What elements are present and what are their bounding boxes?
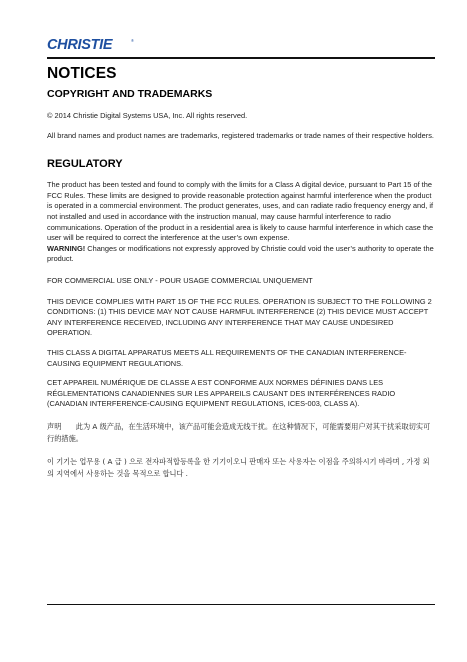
christie-logo-mark — [47, 36, 137, 52]
canadian-class-a-statement: THIS CLASS A DIGITAL APPARATUS MEETS ALL REQUIREMENTS OF THE CANADIAN INTERFERENCE-CAUSING EQUIPMENT REGULATIONS. — [47, 347, 407, 368]
trademark-statement: All brand names and product names are trademarks, registered trademarks or trade names of their respective holders. — [47, 130, 434, 140]
french-ices-statement: CET APPAREIL NUMÉRIQUE DE CLASSE A EST CONFORME AUX NORMES DÉFINIES DANS LES RÉGLEMENTATIONS CANADIENNES SUR LES APPAREILS CAUSANT DES INTERFÉRENCES RADIO (CANADIAN INTERFERENCE-CAUSING EQUIPMENT REGULATIONS, ICES-003, CLASS A). — [47, 378, 396, 409]
regulatory-heading: REGULATORY — [47, 158, 123, 171]
copyright-heading: COPYRIGHT AND TRADEMARKS — [47, 88, 213, 100]
logo-registered-mark: ® — [131, 38, 134, 43]
christie-logo — [47, 36, 137, 52]
warning-label: WARNING! — [47, 243, 86, 253]
chinese-class-a-statement: 声明 此为 A 级产品，在生活环境中，该产品可能会造成无线干扰。在这种情况下，可能需要用户对其干扰采取切实可行的措施。 — [47, 421, 431, 443]
header-rule — [47, 57, 435, 59]
logo-wordmark: CHRISTIE — [47, 37, 113, 52]
commercial-use-notice: FOR COMMERCIAL USE ONLY - POUR USAGE COMMERCIAL UNIQUEMENT — [47, 275, 313, 285]
copyright-notice: © 2014 Christie Digital Systems USA, Inc. All rights reserved. — [47, 111, 248, 120]
fcc-part15-conditions: THIS DEVICE COMPLIES WITH PART 15 OF THE FCC RULES. OPERATION IS SUBJECT TO THE FOLLOWING 2 CONDITIONS: (1) THIS DEVICE MAY NOT CAUSE HARMFUL INTERFERENCE (2) THIS DEVICE MUST ACCEPT ANY INTERFERENCE RECEIVED, INCLUDING ANY INTERFERENCE THAT MAY CAUSE UNDESIRED OPERATION. — [47, 296, 432, 338]
footer-rule — [47, 604, 435, 605]
fcc-statement — [47, 180, 435, 265]
notices-content — [47, 64, 435, 481]
fcc-text: The product has been tested and found to comply with the limits for a Class A digital device, pursuant to Part 15 of the FCC Rules. These limits are designed to provide reasonable protection against harmful interference when the product is operated in a commercial environment. The product generates, uses, and can radiate radio frequency energy and, if not installed and used in accordance with the instruction manual, may cause harmful interference to radio communications. Operation of the product in a residential area is likely to cause harmful interference in which case the user will be required to correct the interference at the user’s own expense. — [47, 180, 434, 243]
korean-class-a-statement: 이 기기는 업무용 ( A 급 ) 으로 전자파적합등록을 한 기기이오니 판매자 또는 사용자는 이점을 주의하시기 바라며 , 가정 외의 지역에서 사용하는 것을 목적으로 합니다 . — [47, 456, 430, 479]
page-title: NOTICES — [47, 65, 117, 82]
warning-text: Changes or modifications not expressly approved by Christie could void the user’s authority to operate the product. — [47, 243, 434, 264]
